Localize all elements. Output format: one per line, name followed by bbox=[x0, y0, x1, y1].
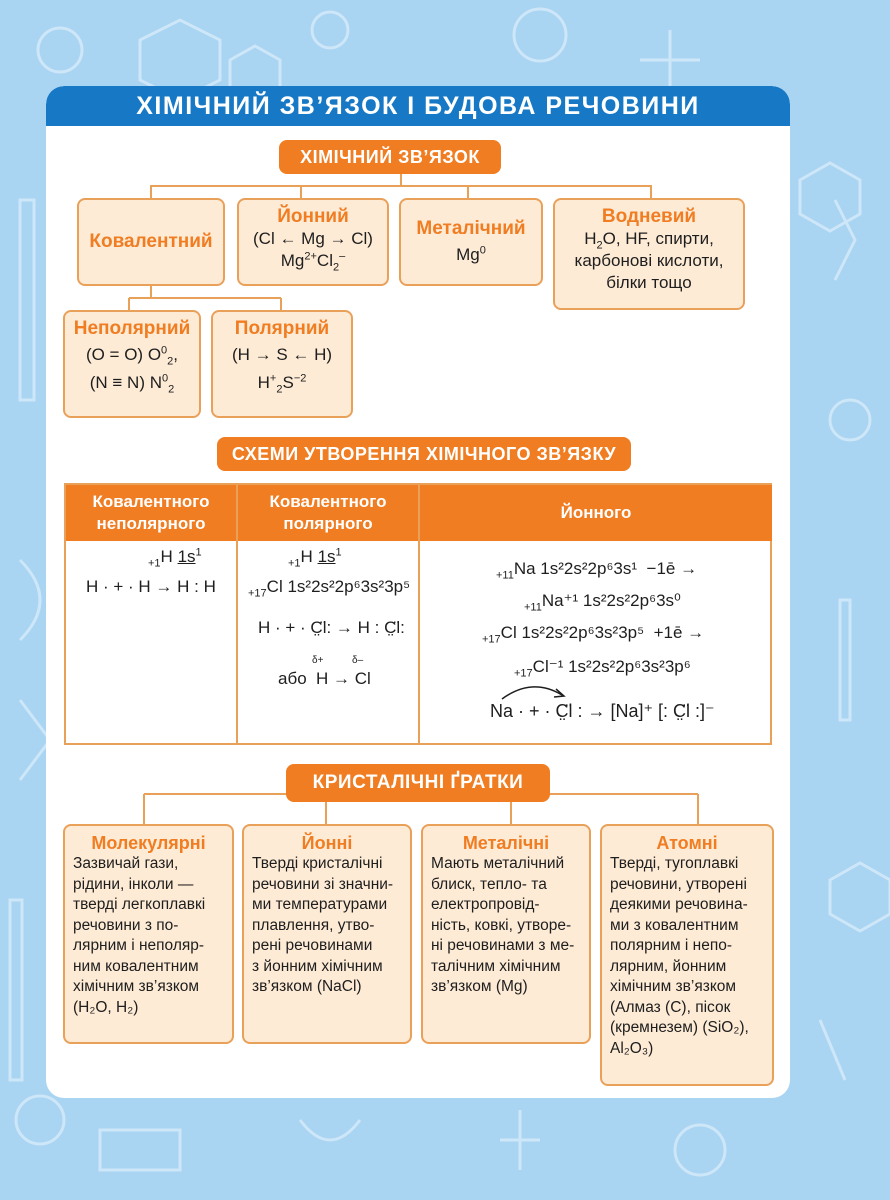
lattice-text-line: ність, ковкі, утворе- bbox=[431, 916, 572, 934]
lattice-text-line: Тверді, тугоплавкі bbox=[610, 855, 739, 872]
c3-sodium-ion-config: $_{+11}$Na⁺¹ 1s²2s²2p⁶3s⁰ bbox=[524, 591, 681, 614]
ionic-lattice-title: Йонні bbox=[301, 833, 353, 853]
lattice-text-line: ним ковалентним bbox=[73, 957, 199, 975]
lattice-text-line: Мають металічний bbox=[431, 855, 565, 872]
column-divider bbox=[418, 485, 420, 743]
col-header-covalent-polar: Ковалентного полярного bbox=[238, 485, 418, 541]
polar-formula-1: (H → S ← H) bbox=[231, 345, 333, 364]
lattice-text-line: хімічним зв’язком bbox=[610, 978, 737, 995]
column-divider bbox=[236, 485, 238, 743]
box-molecular-lattice bbox=[63, 824, 234, 1044]
lattice-text-line: Al₂O₃) bbox=[610, 1039, 654, 1057]
covalent-title: Ковалентний bbox=[89, 231, 213, 252]
lattice-text-line: рені речовинами bbox=[252, 937, 373, 954]
c2-dipole-equation: H → Cl bbox=[316, 669, 371, 688]
section-heading-chemical-bond: ХІМІЧНИЙ ЗВ’ЯЗОК bbox=[279, 140, 501, 174]
metallic-bond-title: Металічний bbox=[416, 218, 526, 239]
c2-chlorine-config: $_{+17}$Cl 1s²2s²2p⁶3s²3p⁵ bbox=[248, 577, 411, 600]
lattice-text-line: зв’язком (NaCl) bbox=[252, 978, 362, 995]
lattice-text-line: хімічним зв’язком bbox=[73, 978, 200, 995]
lattice-text-line: ні речовинами з ме- bbox=[431, 937, 575, 954]
lattice-text-line: зв’язком (Mg) bbox=[431, 978, 528, 995]
lattice-text-line: полярним і непо- bbox=[610, 937, 733, 954]
box-ionic-bond bbox=[237, 198, 389, 286]
hydrogen-bond-line-3: білки тощо bbox=[606, 273, 692, 292]
c2-hydrogen-config: $_{+1}$H $1s^1$ bbox=[288, 546, 342, 570]
molecular-title: Молекулярні bbox=[91, 833, 206, 853]
box-ionic-lattice bbox=[242, 824, 412, 1044]
lattice-text-line: блиск, тепло- та bbox=[431, 875, 547, 893]
polar-title: Полярний bbox=[234, 318, 330, 339]
ionic-bond-formula-2: $Mg^{2+}Cl_2^-$ bbox=[280, 250, 346, 274]
c2-or-label: або bbox=[278, 669, 307, 688]
lattice-text-line: ми температурами bbox=[252, 896, 388, 913]
ionic-bond-title: Йонний bbox=[277, 206, 349, 227]
box-metallic-bond bbox=[399, 198, 543, 286]
metallic-lattice-title: Металічні bbox=[462, 833, 550, 853]
lattice-text-line: речовини з по- bbox=[73, 916, 179, 934]
c1-formation-equation: H · + · H → H : H bbox=[86, 577, 216, 596]
box-polar bbox=[211, 310, 353, 418]
box-covalent bbox=[77, 198, 225, 286]
c3-chlorine-config: $_{+17}$Cl 1s²2s²2p⁶3s²3p⁵ +1ē → bbox=[482, 623, 705, 646]
lattice-text-line: тверді легкоплавкі bbox=[73, 896, 206, 913]
box-hydrogen-bond bbox=[553, 198, 745, 310]
lattice-text-line: деякими речовина- bbox=[610, 896, 748, 913]
c2-delta-plus: δ+ bbox=[312, 655, 324, 666]
schemes-table bbox=[64, 483, 772, 745]
atomic-lattice-text bbox=[610, 854, 764, 1059]
lattice-text-line: речовини зі значни- bbox=[252, 875, 394, 893]
ionic-lattice-text bbox=[252, 854, 402, 998]
lattice-text-line: речовини, утворені bbox=[610, 875, 747, 893]
lattice-text-line: (Алмаз (C), пісок bbox=[610, 998, 731, 1016]
metallic-lattice-text bbox=[431, 854, 581, 998]
c2-formation-equation: H · + · C̤̈l: → H : C̤̈l: bbox=[258, 618, 405, 637]
lattice-text-line: (H₂O, H₂) bbox=[73, 998, 139, 1016]
lattice-text-line: талічним хімічним bbox=[431, 957, 561, 975]
section-heading-schemes: СХЕМИ УТВОРЕННЯ ХІМІЧНОГО ЗВ’ЯЗКУ bbox=[217, 437, 631, 471]
box-nonpolar bbox=[63, 310, 201, 418]
c1-hydrogen-config: $_{+1}$H $1s^1$ bbox=[148, 546, 202, 570]
col-header-covalent-nonpolar: Ковалентного неполярного bbox=[66, 485, 236, 541]
c3-sodium-config: $_{+11}$Na 1s²2s²2p⁶3s¹ −1ē → bbox=[496, 559, 698, 582]
molecular-text bbox=[73, 854, 224, 1018]
content-card bbox=[46, 86, 790, 1098]
lattice-text-line: лярним і неполяр- bbox=[73, 937, 205, 954]
lattice-text-line: електропровід- bbox=[431, 896, 540, 913]
box-metallic-lattice bbox=[421, 824, 591, 1044]
section-heading-crystal-lattices: КРИСТАЛІЧНІ ҐРАТКИ bbox=[286, 764, 550, 802]
ionic-bond-formula-1: (Cl ← Mg → Cl) bbox=[253, 229, 373, 248]
lattice-text-line: лярним, йонним bbox=[610, 957, 727, 975]
col-header-ionic: Йонного bbox=[420, 485, 772, 541]
lattice-text-line: плавлення, утво- bbox=[252, 916, 375, 934]
lattice-text-line: Зазвичай гази, bbox=[73, 855, 179, 872]
lattice-text-line: (кремнезем) (SiO₂), bbox=[610, 1019, 749, 1036]
lattice-text-line: ми з ковалентним bbox=[610, 916, 739, 934]
lattice-text-line: з йонним хімічним bbox=[252, 957, 383, 975]
lattice-text-line: Тверді кристалічні bbox=[252, 855, 383, 872]
lattice-text-line: рідини, інколи — bbox=[73, 875, 194, 893]
c3-ionic-formation-equation: Na · + · C̤̈l : → [Na]⁺ [: C̤̈l :]⁻ bbox=[490, 701, 715, 721]
nonpolar-title: Неполярний bbox=[73, 318, 191, 339]
page-title: ХІМІЧНИЙ ЗВ’ЯЗОК І БУДОВА РЕЧОВИНИ bbox=[46, 86, 790, 126]
c3-chloride-ion-config: $_{+17}$Cl⁻¹ 1s²2s²2p⁶3s²3p⁶ bbox=[514, 657, 691, 680]
nonpolar-formula-1: (O = O) $O^0_2$, bbox=[85, 344, 179, 368]
metallic-bond-formula: Mg$^0$ bbox=[456, 244, 486, 264]
hydrogen-bond-line-1: $H_2O$, HF, спирти, bbox=[584, 229, 714, 252]
polar-formula-2: $H^+_2S^{-2}$ bbox=[257, 372, 307, 396]
hydrogen-bond-line-2: карбонові кислоти, bbox=[574, 251, 724, 270]
hydrogen-bond-title: Водневий bbox=[601, 206, 697, 227]
atomic-lattice-title: Атомні bbox=[656, 833, 718, 853]
electron-transfer-arrow bbox=[498, 681, 568, 701]
box-atomic-lattice bbox=[600, 824, 774, 1086]
nonpolar-formula-2: (N ≡ N) $N^0_2$ bbox=[89, 372, 175, 396]
c2-delta-minus: δ– bbox=[352, 655, 364, 666]
